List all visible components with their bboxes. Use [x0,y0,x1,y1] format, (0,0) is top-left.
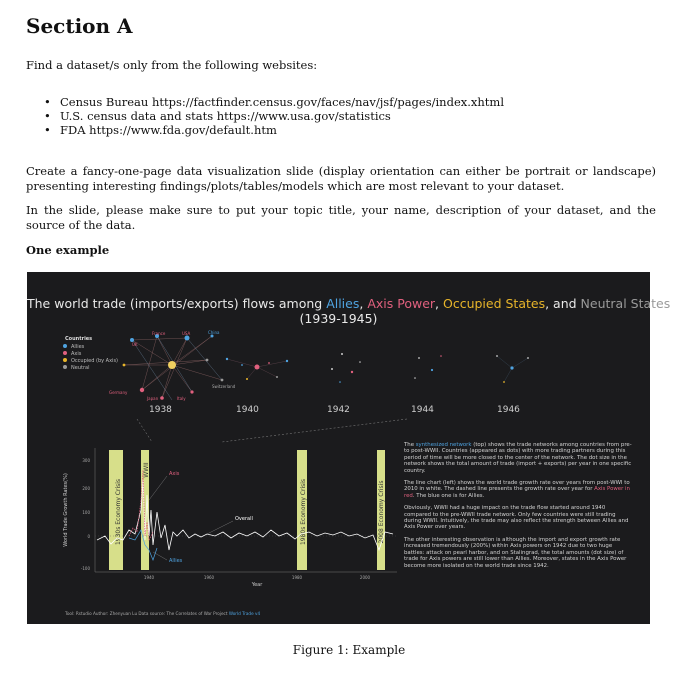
slide-description [404,442,634,575]
legend-item-axis: Axis [63,351,118,358]
y-tick: 300 [82,458,90,463]
band-label: WWII [143,462,150,478]
legend-item-occupied: Occupied (by Axis) [63,358,118,365]
legend-item-allies: Allies [63,344,118,351]
network-label: France [152,331,166,336]
instructions-paragraph: Create a fancy-one-page data visualization slide (display orientation can either be portrait or landscape) presenting interesting findings/plots/tables/models which are most relevant to your dataset. [26,164,656,193]
year-label: 1944 [411,405,434,415]
series-label-axis: Axis [169,471,180,477]
network-label: Germany [109,390,128,395]
series-label-overall: Overall [235,516,253,522]
growth-line-chart [57,440,402,600]
legend-title: Countries [65,336,93,342]
year-label: 1942 [327,405,350,415]
network-label: Japan [147,396,159,401]
band-label: 2008 Economy Crisis [378,480,385,544]
y-tick: 200 [82,486,90,491]
source-list [44,95,504,137]
x-tick: 1940 [143,575,155,580]
network-label: Italy [177,396,186,401]
slide-title: The world trade (imports/exports) flows among Allies, Axis Power, Occupied States, and Neutral States [27,296,671,311]
year-label: 1946 [497,405,520,415]
section-title: Section A [26,14,133,38]
x-tick: 2000 [359,575,371,580]
x-axis-label: Year [251,582,263,588]
description-network: The synthesized network (top) shows the trade networks among countries from pre- to post-WWII. Countries (appeared as dots) with more trading partners during this period of time will be more closed to the center of the network. The dot size in the network shows the total amount of trade (import + exports) per year in one specific country. [404,442,632,474]
slide-requirements-paragraph: In the slide, please make sure to put your topic title, your name, description of your dataset, and the source of the data. [26,203,656,232]
slide-title-years: (1939-1945) [299,311,378,326]
intro-text: Find a dataset/s only from the following websites: [26,58,318,72]
network-label: China [208,330,220,335]
legend-item-neutral: Neutral [63,365,118,372]
network-label: UK [132,342,138,347]
x-tick: 1980 [291,575,303,580]
slide-footer: Tool: Rstudio Author: Zhenyuan Lu Data source: The Correlates of War Project World Trade v4 [65,611,261,616]
network-label: USA [182,331,191,336]
y-axis-label: World Trade Growth Rates(%) [63,473,69,547]
figure-caption: Figure 1: Example [292,643,406,657]
y-tick: 0 [87,534,90,539]
network-label: Switzerland [212,384,236,389]
x-tick: 1960 [203,575,215,580]
year-label: 1938 [149,405,172,415]
band-label: 1930s Economy Crisis [115,478,122,546]
description-line-chart: The line chart (left) shows the world trade growth rate over years from post-WWI to 2010 in white. The dashed line presents the growth rate over year for Axis Power in red. The blue one is for Allies. [404,480,630,499]
series-label-allies: Allies [169,558,183,564]
description-wwii-impact: Obviously, WWII had a huge impact on the trade flow started around 1940 compared to the pre-WWII trade network. Only few countries were still trading during WWII. Intuitively, the trade may also reflect the strength between Allies and Axis Power over years. [404,505,629,531]
example-slide [27,272,671,624]
y-tick: -100 [80,566,90,571]
example-heading: One example [26,243,110,257]
data-source-link[interactable]: World Trade v4 [228,611,261,616]
source-item: • U.S. census data and stats https://www.usa.gov/statistics [44,109,504,123]
description-observation: The other interesting observation is although the import and export growth rate increased tremendously (200%) within Axis powers on 1942 due to two huge battles: attack on pearl harbor, and on Stalingrad, the total amounts (dot size) of trade for Axis powers are still lower than Allies. Moreover, states in the Axis Power become more isolated on the world trade since 1942. [404,536,627,569]
y-tick: 100 [82,510,90,515]
source-item: • FDA https://www.fda.gov/default.htm [44,123,504,137]
source-item: • Census Bureau https://factfinder.census.gov/faces/nav/jsf/pages/index.xhtml [44,95,504,109]
band-label: 1980s Economy Crisis [300,478,307,546]
year-label: 1940 [236,405,259,415]
